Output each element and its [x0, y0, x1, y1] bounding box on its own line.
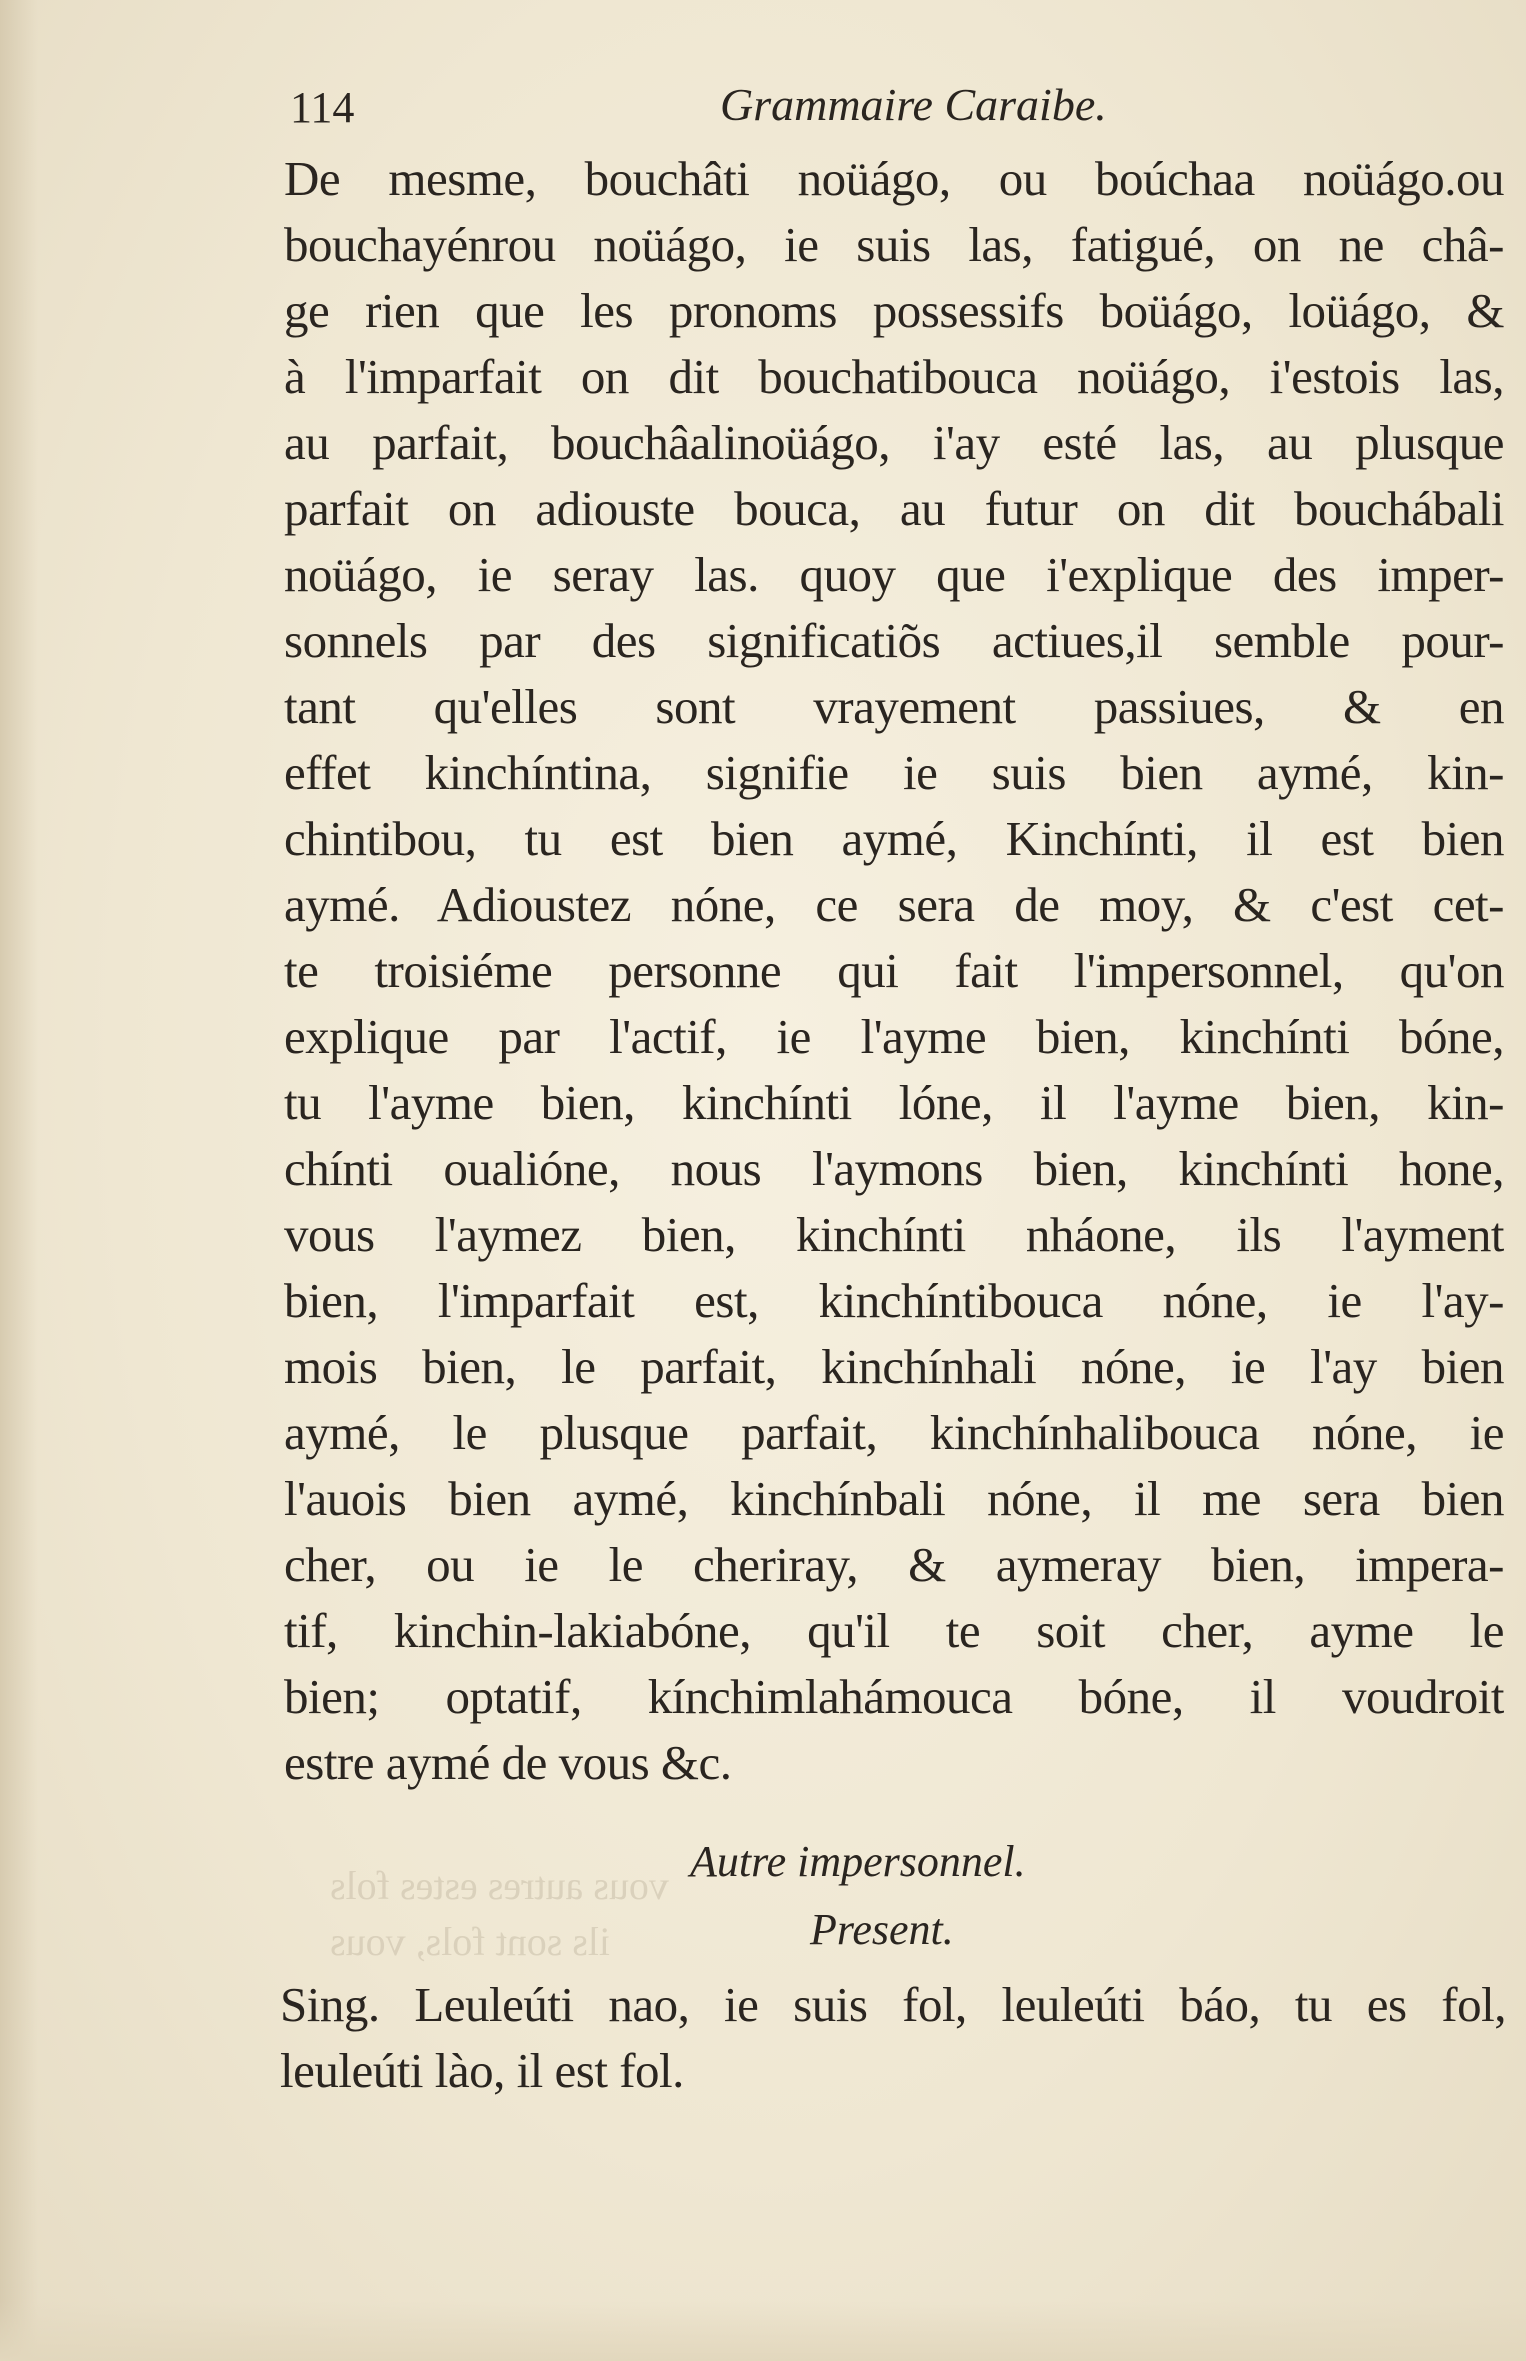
conjugation-line: Sing. Leuleúti nao, ie suis fol, leuleúti báo, tu es fol,: [280, 1977, 1506, 2032]
text-line: ge rien que les pronoms possessifs boüágo, loüágo, &: [284, 283, 1504, 338]
text-line: bien; optatif, kínchimlahámouca bóne, il voudroit: [284, 1669, 1504, 1724]
text-line: te troisiéme personne qui fait l'impersonnel, qu'on: [284, 943, 1504, 998]
conjugation-block: [280, 1972, 1506, 2104]
text-line: bouchayénrou noüágo, ie suis las, fatigué, on ne châ-: [284, 217, 1504, 272]
text-line: estre aymé de vous &c.: [284, 1735, 732, 1790]
tense-heading: Present.: [810, 1905, 954, 1954]
section-heading: Autre impersonnel.: [690, 1837, 1026, 1886]
text-line: tu l'ayme bien, kinchínti lóne, il l'ayme bien, kin-: [284, 1075, 1504, 1130]
text-line: vous l'aymez bien, kinchínti nháone, ils l'ayment: [284, 1207, 1504, 1262]
text-line: parfait on adiouste bouca, au futur on dit bouchábali: [284, 481, 1504, 536]
running-title: Grammaire Caraibe.: [720, 79, 1107, 130]
text-line: noüágo, ie seray las. quoy que i'explique des imper-: [284, 547, 1504, 602]
text-line: aymé. Adioustez nóne, ce sera de moy, & c'est cet-: [284, 877, 1504, 932]
text-line: tif, kinchin-lakiabóne, qu'il te soit cher, ayme le: [284, 1603, 1504, 1658]
text-line: bien, l'imparfait est, kinchíntibouca nóne, ie l'ay-: [284, 1273, 1504, 1328]
text-line: mois bien, le parfait, kinchínhali nóne, ie l'ay bien: [284, 1339, 1504, 1394]
text-line: au parfait, bouchâalinoüágo, i'ay esté las, au plusque: [284, 415, 1504, 470]
text-line: à l'imparfait on dit bouchatibouca noüágo, i'estois las,: [284, 349, 1504, 404]
page-bottom-shadow: [0, 2301, 1526, 2361]
bleed-through-text: vous autres estes fols: [330, 1863, 669, 1908]
text-line: effet kinchíntina, signifie ie suis bien aymé, kin-: [284, 745, 1504, 800]
text-line: chintibou, tu est bien aymé, Kinchínti, il est bien: [284, 811, 1504, 866]
text-line: sonnels par des significatiõs actiues,il semble pour-: [284, 613, 1504, 668]
text-line: De mesme, bouchâti noüágo, ou boúchaa noüágo.ou: [284, 151, 1504, 206]
page-edge-shadow: [0, 0, 38, 2361]
text-line: chínti oualióne, nous l'aymons bien, kinchínti hone,: [284, 1141, 1504, 1196]
page-header: [290, 74, 1490, 144]
bleed-through-text: ils sont fols, vous: [330, 1919, 611, 1964]
conjugation-line: leuleúti lào, il est fol.: [280, 2043, 684, 2098]
text-line: aymé, le plusque parfait, kinchínhalibouca nóne, ie: [284, 1405, 1504, 1460]
text-line: cher, ou ie le cheriray, & aymeray bien, impera-: [284, 1537, 1504, 1592]
text-line: tant qu'elles sont vrayement passiues, & en: [284, 679, 1504, 734]
text-line: explique par l'actif, ie l'ayme bien, kinchínti bóne,: [284, 1009, 1504, 1064]
page-number: 114: [290, 83, 355, 132]
text-line: l'auois bien aymé, kinchínbali nóne, il me sera bien: [284, 1471, 1504, 1526]
body-text: [284, 146, 1504, 1796]
